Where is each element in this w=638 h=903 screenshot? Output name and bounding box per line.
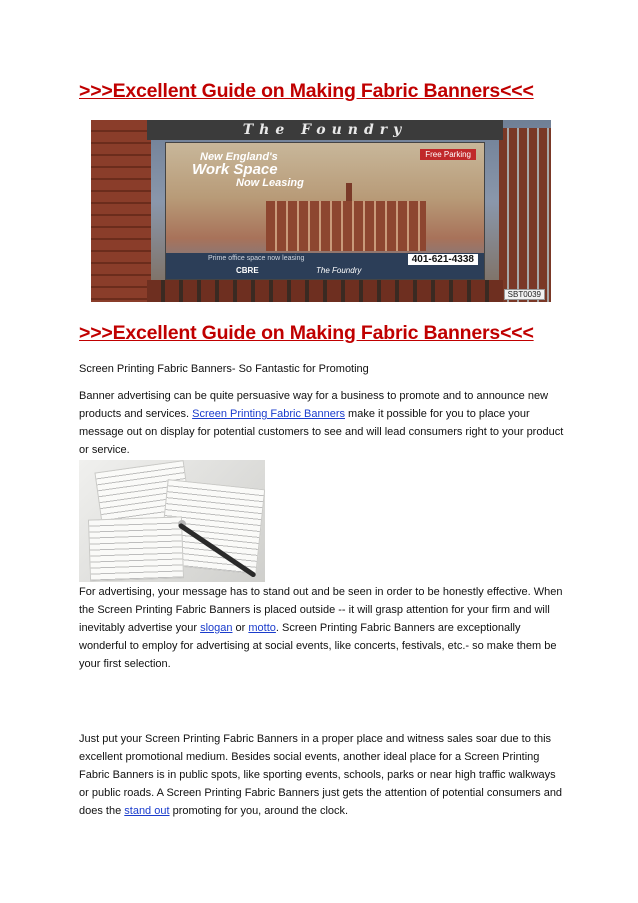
banner-headline-2: Work Space: [192, 161, 278, 178]
paragraph-3-text-b: promoting for you, around the clock.: [169, 805, 349, 817]
cbre-logo: CBRE: [236, 266, 259, 275]
document-title: >>>Excellent Guide on Making Fabric Banners<<<: [79, 80, 534, 102]
building-sign-text: The Foundry: [242, 122, 408, 138]
stock-id-label: SBT0039: [504, 289, 545, 300]
link-slogan[interactable]: slogan: [200, 622, 233, 634]
left-building: [91, 120, 151, 302]
paragraph-3-text-a: Just put your Screen Printing Fabric Banners in a proper place and witness sales soar due to this excellent promotional medium. Besides social events, another ideal place for a Screen Printing Fabric Banners is in public spots, like sporting events, schools, parks or near high traffic walkways or public roads. A Screen Printing Fabric Banners just gets the attention of potential consumers and does the: [79, 733, 563, 817]
mill-building: [266, 201, 426, 251]
link-motto[interactable]: motto: [248, 622, 276, 634]
papers-and-pen-photo: [79, 460, 265, 582]
banner-headline-1: New England's: [200, 151, 278, 163]
subheading: Screen Printing Fabric Banners- So Fantastic for Promoting: [79, 363, 369, 375]
free-parking-badge: Free Parking: [420, 149, 476, 160]
building-sign: [147, 120, 503, 140]
fabric-banner: [165, 142, 485, 280]
paragraph-2: [79, 583, 567, 673]
right-building: [499, 128, 551, 302]
banner-headline-3: Now Leasing: [236, 177, 304, 189]
banner-footer: [166, 253, 484, 279]
foundry-logo: The Foundry: [316, 266, 362, 275]
paragraph-1-text-b: make it possible for you to place your message out on display for potential customers to see and will lead consumers right to your product or service.: [79, 408, 564, 456]
paragraph-2-text-c: . Screen Printing Fabric Banners are exceptionally wonderful to employ for advertising at social events, like concerts, festivals, etc.- so make them be your first selection.: [79, 622, 557, 670]
paragraph-2-text-a: For advertising, your message has to stand out and be seen in order to be honestly effective. When the Screen Printing Fabric Banners is placed outside -- it will grasp attention for your firm and will inevitably advertise your: [79, 586, 563, 634]
paragraph-2-text-b: or: [232, 622, 249, 634]
banner-footer-text: Prime office space now leasing: [208, 255, 305, 262]
link-stand-out[interactable]: stand out: [124, 805, 170, 817]
banner-photo: [91, 120, 551, 302]
street-storefronts: [147, 280, 503, 302]
document-title-repeat: >>>Excellent Guide on Making Fabric Banners<<<: [79, 322, 534, 344]
paragraph-3: [79, 730, 567, 820]
paragraph-1-text-a: Banner advertising can be quite persuasive way for a business to promote and to announce new products and services.: [79, 390, 549, 420]
paper-sheet: [88, 516, 184, 581]
paragraph-1: [79, 387, 567, 459]
banner-phone: 401-621-4338: [408, 254, 478, 265]
link-screen-printing-fabric-banners[interactable]: Screen Printing Fabric Banners: [192, 408, 345, 420]
